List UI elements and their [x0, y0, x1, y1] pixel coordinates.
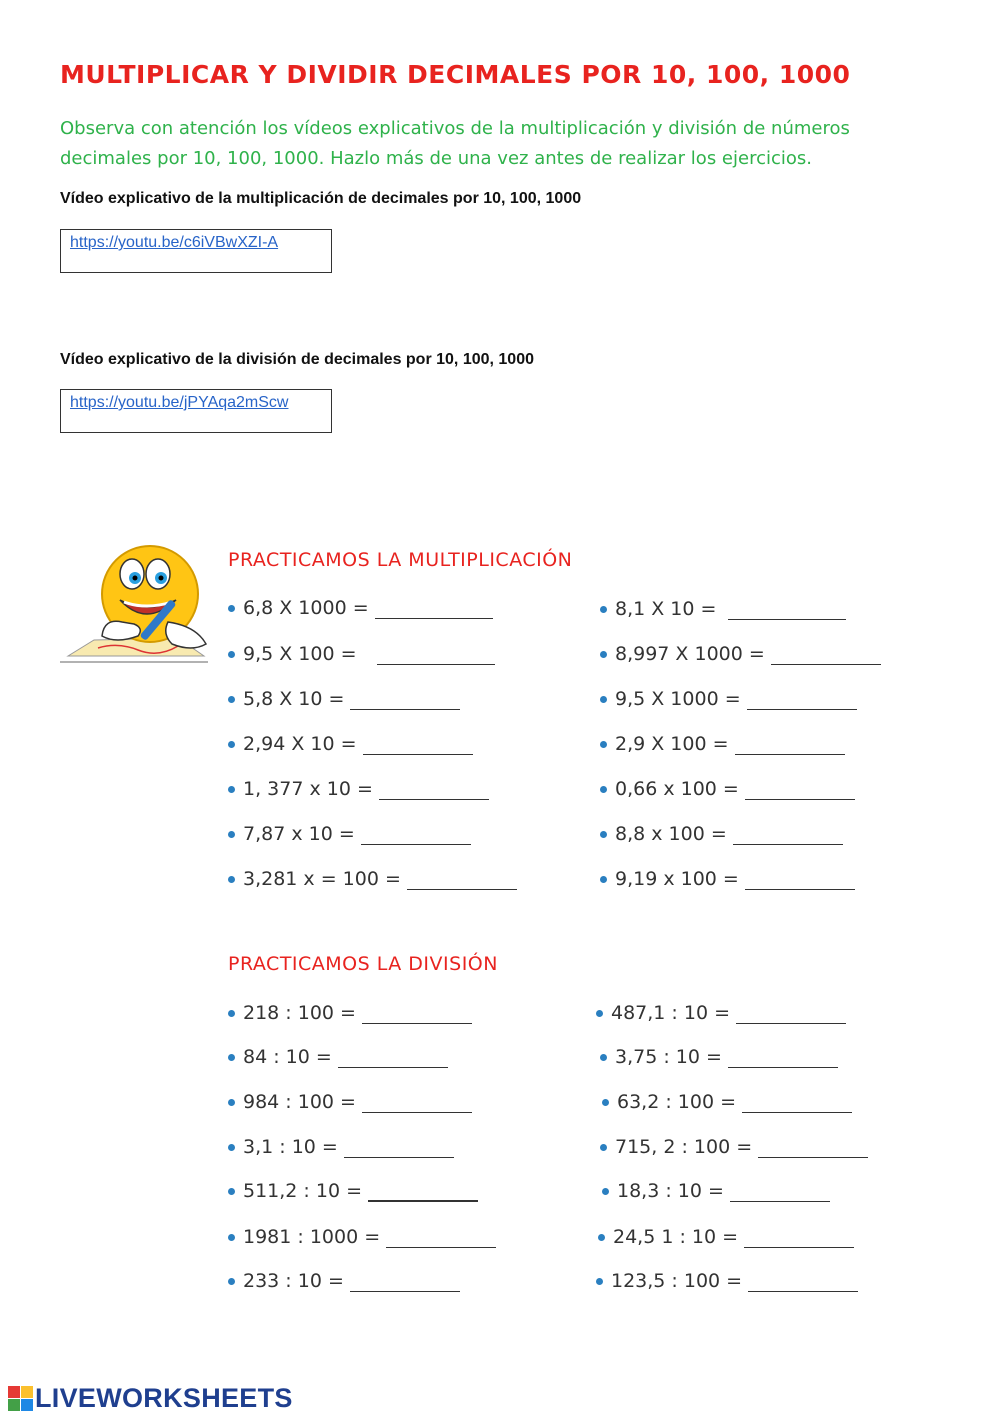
div-left-2: 84 : 10 = — [243, 1046, 332, 1068]
div-exercise-9 — [600, 1042, 838, 1072]
bullet-icon — [596, 1278, 603, 1285]
mult-exercise-7 — [228, 864, 517, 894]
liveworksheets-logo — [8, 1383, 293, 1414]
div-right-7: 123,5 : 100 = — [611, 1270, 743, 1292]
mult-right-answer-5[interactable] — [745, 778, 855, 800]
mult-exercise-11 — [600, 729, 845, 759]
video-link-division[interactable]: https://youtu.be/jPYAqa2mScw — [70, 394, 289, 411]
div-right-answer-3[interactable] — [742, 1091, 852, 1113]
div-left-answer-3[interactable] — [362, 1091, 472, 1113]
div-right-answer-5[interactable] — [730, 1180, 830, 1202]
bullet-icon — [602, 1099, 609, 1106]
div-left-1: 218 : 100 = — [243, 1002, 356, 1024]
div-right-2: 3,75 : 10 = — [615, 1046, 722, 1068]
video-link-box-multiplication — [60, 229, 332, 273]
mult-exercise-9 — [600, 639, 881, 669]
div-exercise-13 — [598, 1222, 854, 1252]
div-exercise-6 — [228, 1222, 496, 1252]
bullet-icon — [228, 786, 235, 793]
div-left-5: 511,2 : 10 = — [243, 1180, 363, 1202]
div-right-answer-6[interactable] — [744, 1226, 854, 1248]
smiley-writing-illustration — [58, 544, 214, 666]
mult-exercise-10 — [600, 684, 857, 714]
div-left-6: 1981 : 1000 = — [243, 1226, 381, 1248]
mult-right-answer-2[interactable] — [771, 643, 881, 665]
mult-exercise-6 — [228, 819, 471, 849]
bullet-icon — [600, 786, 607, 793]
mult-right-answer-1[interactable] — [728, 598, 846, 620]
div-right-3: 63,2 : 100 = — [617, 1091, 737, 1113]
mult-right-2: 8,997 X 1000 = — [615, 643, 765, 665]
bullet-icon — [600, 696, 607, 703]
div-right-answer-4[interactable] — [758, 1136, 868, 1158]
bullet-icon — [600, 651, 607, 658]
mult-left-7: 3,281 x = 100 = — [243, 868, 401, 890]
mult-left-answer-7[interactable] — [407, 868, 517, 890]
mult-exercise-2 — [228, 639, 495, 669]
mult-right-6: 8,8 x 100 = — [615, 823, 727, 845]
bullet-icon — [228, 605, 235, 612]
mult-right-answer-7[interactable] — [745, 868, 855, 890]
div-right-4: 715, 2 : 100 = — [615, 1136, 753, 1158]
bullet-icon — [228, 831, 235, 838]
video-label-division: Vídeo explicativo de la división de decimales por 10, 100, 1000 — [60, 351, 534, 368]
div-right-1: 487,1 : 10 = — [611, 1002, 731, 1024]
div-exercise-3 — [228, 1087, 472, 1117]
video-label-multiplication: Vídeo explicativo de la multiplicación de decimales por 10, 100, 1000 — [60, 190, 582, 207]
div-right-answer-1[interactable] — [736, 1002, 846, 1024]
div-left-answer-5[interactable] — [368, 1180, 478, 1202]
video-link-multiplication[interactable]: https://youtu.be/c6iVBwXZI-A — [70, 234, 279, 251]
mult-right-answer-4[interactable] — [735, 733, 845, 755]
div-left-answer-2[interactable] — [338, 1046, 448, 1068]
div-left-answer-7[interactable] — [350, 1270, 460, 1292]
div-exercise-14 — [596, 1266, 858, 1296]
bullet-icon — [228, 1188, 235, 1195]
mult-left-5: 1, 377 x 10 = — [243, 778, 373, 800]
worksheet-title: MULTIPLICAR Y DIVIDIR DECIMALES POR 10, 100, 1000 — [60, 60, 851, 89]
div-exercise-10 — [602, 1087, 852, 1117]
mult-right-5: 0,66 x 100 = — [615, 778, 739, 800]
bullet-icon — [228, 1054, 235, 1061]
mult-right-3: 9,5 X 1000 = — [615, 688, 741, 710]
mult-left-answer-3[interactable] — [350, 688, 460, 710]
division-section-title: PRACTICAMOS LA DIVISIÓN — [228, 953, 498, 975]
bullet-icon — [600, 606, 607, 613]
mult-exercise-5 — [228, 774, 489, 804]
mult-left-3: 5,8 X 10 = — [243, 688, 345, 710]
mult-right-4: 2,9 X 100 = — [615, 733, 729, 755]
mult-right-7: 9,19 x 100 = — [615, 868, 739, 890]
mult-exercise-4 — [228, 729, 473, 759]
div-right-answer-7[interactable] — [748, 1270, 858, 1292]
bullet-icon — [600, 1144, 607, 1151]
div-exercise-4 — [228, 1132, 454, 1162]
bullet-icon — [228, 1010, 235, 1017]
bullet-icon — [228, 651, 235, 658]
mult-left-1: 6,8 X 1000 = — [243, 597, 369, 619]
bullet-icon — [228, 1278, 235, 1285]
mult-exercise-1 — [228, 593, 493, 623]
mult-left-answer-6[interactable] — [361, 823, 471, 845]
mult-right-1: 8,1 X 10 = — [615, 598, 717, 620]
div-exercise-11 — [600, 1132, 868, 1162]
bullet-icon — [600, 876, 607, 883]
multiplication-section-title: PRACTICAMOS LA MULTIPLICACIÓN — [228, 549, 573, 571]
mult-right-answer-6[interactable] — [733, 823, 843, 845]
bullet-icon — [598, 1234, 605, 1241]
mult-exercise-12 — [600, 774, 855, 804]
logo-blocks-icon — [8, 1386, 33, 1411]
bullet-icon — [228, 696, 235, 703]
div-right-answer-2[interactable] — [728, 1046, 838, 1068]
div-exercise-1 — [228, 998, 472, 1028]
div-exercise-5 — [228, 1176, 478, 1206]
bullet-icon — [228, 1144, 235, 1151]
div-right-6: 24,5 1 : 10 = — [613, 1226, 739, 1248]
mult-exercise-14 — [600, 864, 855, 894]
mult-exercise-3 — [228, 684, 460, 714]
div-left-7: 233 : 10 = — [243, 1270, 344, 1292]
div-exercise-12 — [602, 1176, 830, 1206]
mult-right-answer-3[interactable] — [747, 688, 857, 710]
bullet-icon — [600, 1054, 607, 1061]
div-left-answer-4[interactable] — [344, 1136, 454, 1158]
intro-text: Observa con atención los vídeos explicativos de la multiplicación y división de números decimales por 10, 100, 1000. Hazlo más de una vez antes de realizar los ejercicios. — [60, 118, 850, 169]
div-left-4: 3,1 : 10 = — [243, 1136, 338, 1158]
brand-name: LIVEWORKSHEETS — [35, 1383, 293, 1413]
bullet-icon — [228, 876, 235, 883]
mult-left-4: 2,94 X 10 = — [243, 733, 357, 755]
bullet-icon — [602, 1188, 609, 1195]
div-left-answer-6[interactable] — [386, 1226, 496, 1248]
div-left-answer-1[interactable] — [362, 1002, 472, 1024]
div-right-5: 18,3 : 10 = — [617, 1180, 724, 1202]
div-exercise-8 — [596, 998, 846, 1028]
div-exercise-2 — [228, 1042, 448, 1072]
mult-left-answer-2[interactable] — [377, 643, 495, 665]
bullet-icon — [600, 741, 607, 748]
bullet-icon — [228, 741, 235, 748]
mult-left-2: 9,5 X 100 = — [243, 643, 357, 665]
video-link-box-division — [60, 389, 332, 433]
bullet-icon — [228, 1234, 235, 1241]
mult-exercise-13 — [600, 819, 843, 849]
div-left-3: 984 : 100 = — [243, 1091, 356, 1113]
mult-left-answer-5[interactable] — [379, 778, 489, 800]
bullet-icon — [228, 1099, 235, 1106]
mult-exercise-8 — [600, 594, 846, 624]
bullet-icon — [600, 831, 607, 838]
bullet-icon — [596, 1010, 603, 1017]
mult-left-6: 7,87 x 10 = — [243, 823, 355, 845]
mult-left-answer-4[interactable] — [363, 733, 473, 755]
div-exercise-7 — [228, 1266, 460, 1296]
mult-left-answer-1[interactable] — [375, 597, 493, 619]
